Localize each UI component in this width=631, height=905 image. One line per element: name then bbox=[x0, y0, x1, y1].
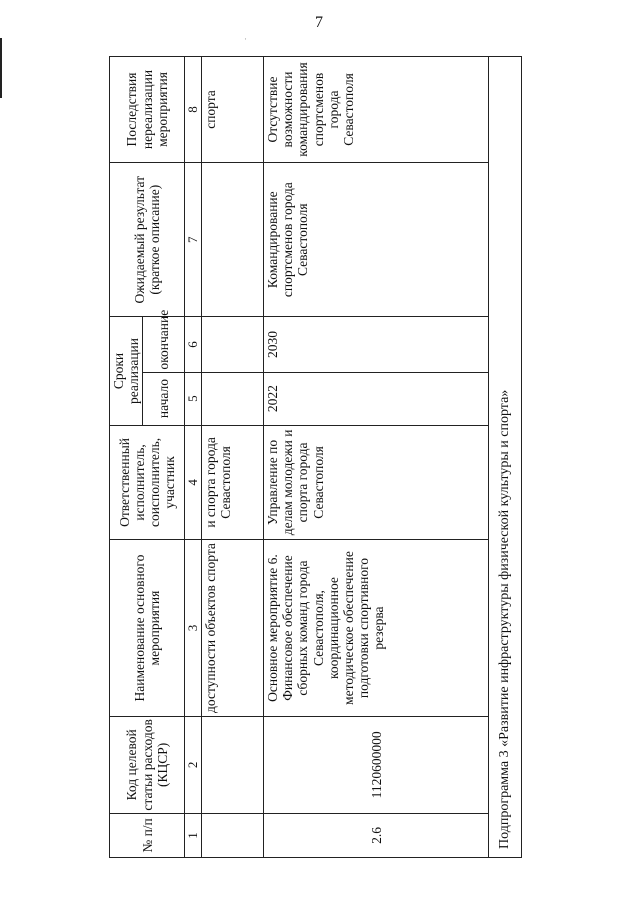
row-name: Основное мероприятие 6. Финансовое обеспечение сборных команд города Севастополя, координационное методическое обеспечение подготовки спортивного резерва bbox=[264, 540, 489, 717]
scan-speck: · bbox=[244, 34, 247, 44]
table-row bbox=[264, 57, 489, 858]
rotated-table-wrapper bbox=[109, 56, 529, 858]
page-number: 7 bbox=[315, 14, 323, 31]
column-number: 3 bbox=[185, 540, 202, 717]
row-kcsr bbox=[202, 716, 264, 813]
header-consequences: Последствия нереализации мероприятия bbox=[110, 57, 185, 163]
row-kcsr: 1120600000 bbox=[264, 716, 489, 813]
program-table bbox=[109, 56, 522, 858]
column-number: 2 bbox=[185, 716, 202, 813]
scan-edge-mark bbox=[0, 38, 2, 98]
header-terms: Сроки реализации bbox=[110, 317, 143, 425]
row-consequences: спорта bbox=[202, 57, 264, 163]
header-responsible: Ответственный исполнитель, соисполнитель, участник bbox=[110, 425, 185, 540]
row-end: 2030 bbox=[264, 317, 489, 372]
column-number: 4 bbox=[185, 425, 202, 540]
subprogram-title: Подпрограмма 3 «Развитие инфраструктуры физической культуры и спорта» bbox=[489, 57, 522, 858]
row-responsible: Управление по делам молодежи и спорта города Севастополя bbox=[264, 425, 489, 540]
column-number: 7 bbox=[185, 162, 202, 316]
row-start bbox=[202, 372, 264, 425]
column-number: 5 bbox=[185, 372, 202, 425]
header-end: окончание bbox=[143, 317, 185, 372]
row-result: Командирование спортсменов города Севастополя bbox=[264, 162, 489, 316]
row-end bbox=[202, 317, 264, 372]
header-no: № п/п bbox=[110, 813, 185, 857]
header-start: начало bbox=[143, 372, 185, 425]
header-kcsr: Код целевой статьи расходов (КЦСР) bbox=[110, 716, 185, 813]
row-consequences: Отсутствие возможности командирования спортсменов города Севастополя bbox=[264, 57, 489, 163]
row-result bbox=[202, 162, 264, 316]
column-number: 6 bbox=[185, 317, 202, 372]
table-row bbox=[202, 57, 264, 858]
header-result: Ожидаемый результат (краткое описание) bbox=[110, 162, 185, 316]
row-start: 2022 bbox=[264, 372, 489, 425]
row-no: 2.6 bbox=[264, 813, 489, 857]
row-no bbox=[202, 813, 264, 857]
column-number: 1 bbox=[185, 813, 202, 857]
row-responsible: и спорта города Севастополя bbox=[202, 425, 264, 540]
row-name: доступности объектов спорта bbox=[202, 540, 264, 717]
column-number: 8 bbox=[185, 57, 202, 163]
subprogram-row bbox=[489, 57, 522, 858]
header-name: Наименование основного мероприятия bbox=[110, 540, 185, 717]
